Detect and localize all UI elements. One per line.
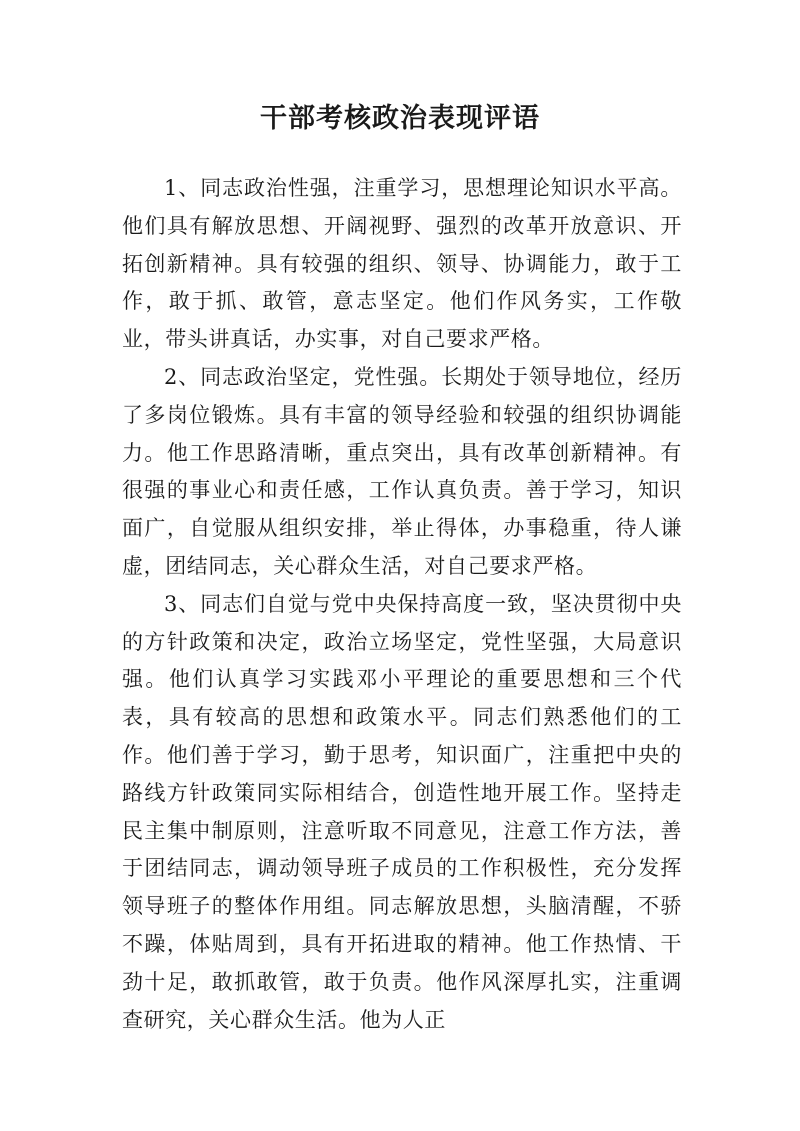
paragraph-1: 1、同志政治性强，注重学习，思想理论知识水平高。他们具有解放思想、开阔视野、强烈的改革开放意识、开拓创新精神。具有较强的组织、领导、协调能力，敢于工作，敢于抓、敢管，意志坚定。他们作风务实，工作敬业，带头讲真话，办实事，对自己要求严格。 bbox=[122, 176, 682, 352]
document-body bbox=[122, 170, 682, 1039]
document-title: 干部考核政治表现评语 bbox=[260, 103, 540, 134]
paragraph-3: 3、同志们自觉与党中央保持高度一致，坚决贯彻中央的方针政策和决定，政治立场坚定，党性坚强，大局意识强。他们认真学习实践邓小平理论的重要思想和三个代表，具有较高的思想和政策水平。同志们熟悉他们的工作。他们善于学习，勤于思考，知识面广，注重把中央的路线方针政策同实际相结合，创造性地开展工作。坚持走民主集中制原则，注意听取不同意见，注意工作方法，善于团结同志，调动领导班子成员的工作积极性，充分发挥领导班子的整体作用组。同志解放思想，头脑清醒，不骄不躁，体贴周到，具有开拓进取的精神。他工作热情、干劲十足，敢抓敢管，敢于负责。他作风深厚扎实，注重调查研究，关心群众生活。他为人正 bbox=[122, 591, 682, 1032]
paragraph-2: 2、同志政治坚定，党性强。长期处于领导地位，经历了多岗位锻炼。具有丰富的领导经验和较强的组织协调能力。他工作思路清晰，重点突出，具有改革创新精神。有很强的事业心和责任感，工作认真负责。善于学习，知识面广，自觉服从组织安排，举止得体，办事稳重，待人谦虚，团结同志，关心群众生活，对自己要求严格。 bbox=[122, 364, 682, 578]
